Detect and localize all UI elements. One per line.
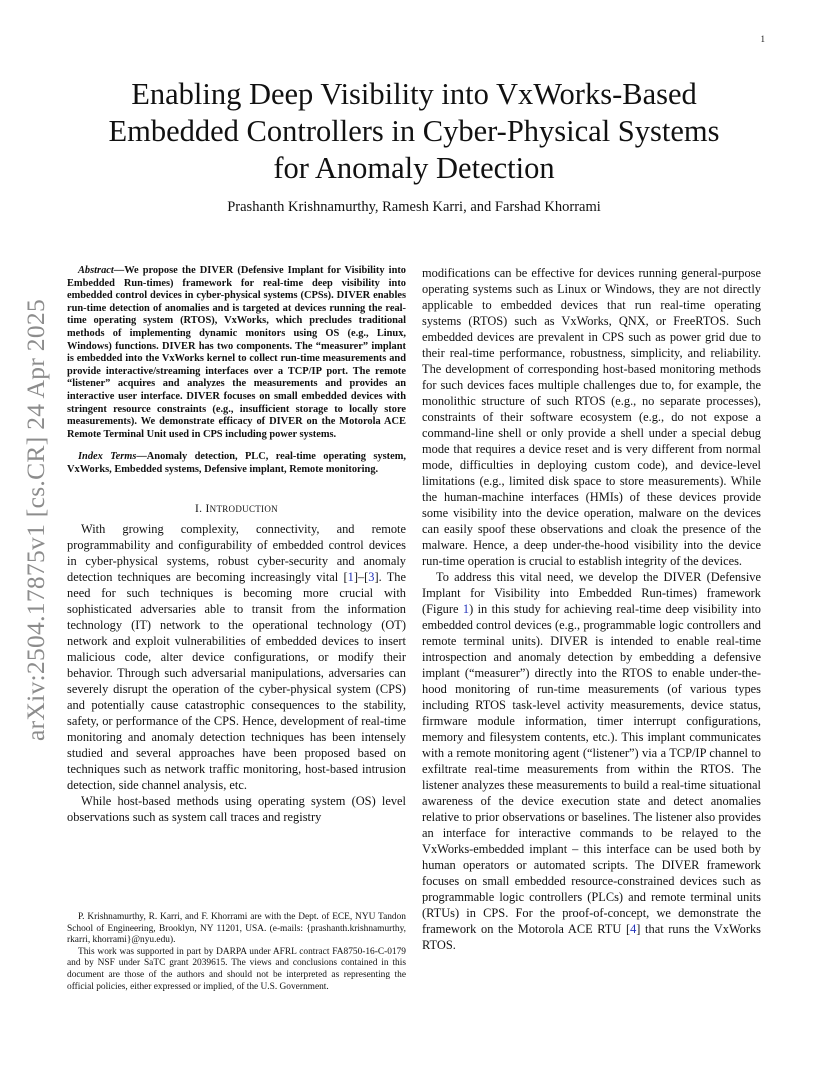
abstract	[67, 265, 406, 441]
index-terms-label: Index Terms	[78, 451, 137, 463]
index-terms	[67, 451, 406, 476]
paragraph-text: To address this vital need, we develop the DIVER (Defensive Implant for Visibility into Embedded Run-times) framework (Figure	[422, 570, 761, 616]
arxiv-identifier: arXiv:2504.17875v1 [cs.CR] 24 Apr 2025	[21, 298, 50, 742]
arxiv-stamp	[18, 270, 54, 770]
section-title-rest: NTRODUCTION	[209, 503, 278, 514]
title-line: Embedded Controllers in Cyber-Physical Systems	[108, 114, 720, 148]
title-line: for Anomaly Detection	[273, 151, 555, 185]
index-terms-text: —Anomaly detection, PLC, real-time operating system, VxWorks, Embedded systems, Defensive implant, Remote monitoring.	[67, 451, 406, 475]
section-heading-introduction	[67, 503, 406, 515]
authors: Prashanth Krishnamurthy, Ramesh Karri, and Farshad Khorrami	[227, 199, 601, 215]
abstract-text: —We propose the DIVER (Defensive Implant for Visibility into Embedded Run-times) framework for real-time deep visibility into embedded control devices in cyber-physical systems (CPSs). DIVER enables run-time detection of anomalies and is targeted at devices running the real-time operating system (RTOS), VxWorks, which precludes traditional methods of implementing dynamic monitors using OS (e.g., Linux, Windows) functions. DIVER has two components. The “measurer” implant is embedded into the VxWorks kernel to collect run-time measurements and provide interactive/streaming interfaces over a TCP/IP port. The remote “listener” acquires and analyzes the measurements and provides an interactive user interface. DIVER focuses on small embedded devices with stringent resource constraints (e.g., insufficient storage to locally store measurements). We demonstrate efficacy of DIVER on the Motorola ACE Remote Terminal Unit used in CPS including power systems.	[67, 265, 406, 440]
title-line: Enabling Deep Visibility into VxWorks-Based	[131, 77, 697, 111]
citation-link[interactable]: 3	[368, 569, 375, 584]
footnotes	[67, 912, 406, 993]
paragraph-text: With growing complexity, connectivity, and remote programmability and configurability of embedded control devices in cyber-physical systems, robust cyber-security and anomaly detection techniques are becoming increasingly vital [	[67, 521, 406, 584]
page-number: 1	[760, 34, 765, 44]
section-title-first: I	[205, 502, 210, 515]
figure-reference-link[interactable]: 1	[462, 602, 470, 616]
paragraph-text: ]–[	[353, 569, 369, 584]
footnote: P. Krishnamurthy, R. Karri, and F. Khorrami are with the Dept. of ECE, NYU Tandon School of Engineering, Brooklyn, NY 11201, USA. (e-mails: {prashanth.krishnamurthy, rkarri, khorrami}@nyu.edu).	[67, 912, 406, 946]
left-column	[67, 265, 406, 825]
intro-paragraph: modifications can be effective for devices running general-purpose operating systems such as Linux or Windows, they are not directly applicable to embedded devices that run real-time operating systems (RTOS) such as VxWorks, QNX, or FreeRTOS. Such embedded devices are prevalent in CPS such as power grid due to their real-time performance, robustness, simplicity, and reliability. The development of corresponding host-based monitoring methods for such devices faces multiple challenges due to, for example, the monolithic structure of such RTOS (e.g., no separate processes), constraints of their software ecosystem (e.g., do not expose a command-line shell or only provide a shell under a special debug mode that requires a device reset and is very different from normal mode, difficulties in deploying custom code), and device-level limitations (e.g., limited disk space to store measurements). While the human-machine interfaces (HMIs) of these devices provide some visibility into the device operation, malware on the devices can easily spoof these observations and cloak the presence of the malware. Hence, a deep under-the-hood visibility into the device run-time operation is crucial to establish integrity of the devices.	[422, 266, 761, 568]
intro-paragraph: While host-based methods using operating system (OS) level observations such as system call traces and registry	[67, 793, 406, 824]
citation-link[interactable]: 1	[347, 569, 354, 584]
paragraph-text: ) in this study for achieving real-time deep visibility into embedded control devices (e.g., programmable logic controllers and remote terminal units). DIVER is intended to enable real-time introspection and anomaly detection by embedding a defensive implant (“measurer”) directly into the RTOS to enable under-the-hood monitoring of run-time measurements (of various types including RTOS task-level activity measurements, device status, firmware module information, timer interrupt configurations, memory and filesystem contents, etc.). This implant communicates with a remote monitoring agent (“listener”) via a TCP/IP channel to exfiltrate real-time measurements from within the RTOS. The listener analyzes these measurements to build a real-time situational awareness of the device execution state and detect anomalies relative to prior observations or baselines. The listener also provides an interface for interactive commands to be relayed to the VxWorks-embedded implant – this interface can be used both by human operators or automated scripts. The DIVER framework focuses on small embedded resource-constrained devices such as programmable logic controllers (PLCs) and remote terminal units (RTUs) in CPS. For the proof-of-concept, we demonstrate the framework on the Motorola ACE RTU [	[422, 602, 762, 936]
paragraph-text: ]. The need for such techniques is becoming more crucial with sophisticated adversaries able to transit from the information technology (IT) network to the operational technology (OT) network and exploit vulnerabilities of embedded devices to insert malicious code, alter device configurations, or modify their behavior. Through such adversarial manipulations, adversaries can severely disrupt the operation of the cyber-physical system (CPS) and potentially cause catastrophic consequences to the stability, safety, or performance of the CPS. Hence, development of real-time monitoring and anomaly detection techniques has been intensely studied and several approaches have been proposed based on techniques such as network traffic monitoring, host-based intrusion detection, side channel analysis, etc.	[67, 569, 406, 792]
abstract-label: Abstract	[78, 265, 114, 276]
footnote: This work was supported in part by DARPA under AFRL contract FA8750-16-C-0179 and by NSF under SaTC grant 2039615. The views and conclusions contained in this document are those of the authors and should not be interpreted as representing the official policies, either expressed or implied, of the U.S. Government.	[67, 946, 406, 992]
paragraph-text: ] that runs the VxWorks RTOS.	[422, 922, 761, 952]
intro-paragraph	[67, 521, 406, 793]
section-numeral: I.	[195, 502, 206, 515]
paper-title	[60, 76, 768, 187]
intro-paragraph	[422, 569, 761, 953]
citation-link[interactable]: 4	[630, 922, 637, 936]
right-column	[422, 265, 761, 953]
